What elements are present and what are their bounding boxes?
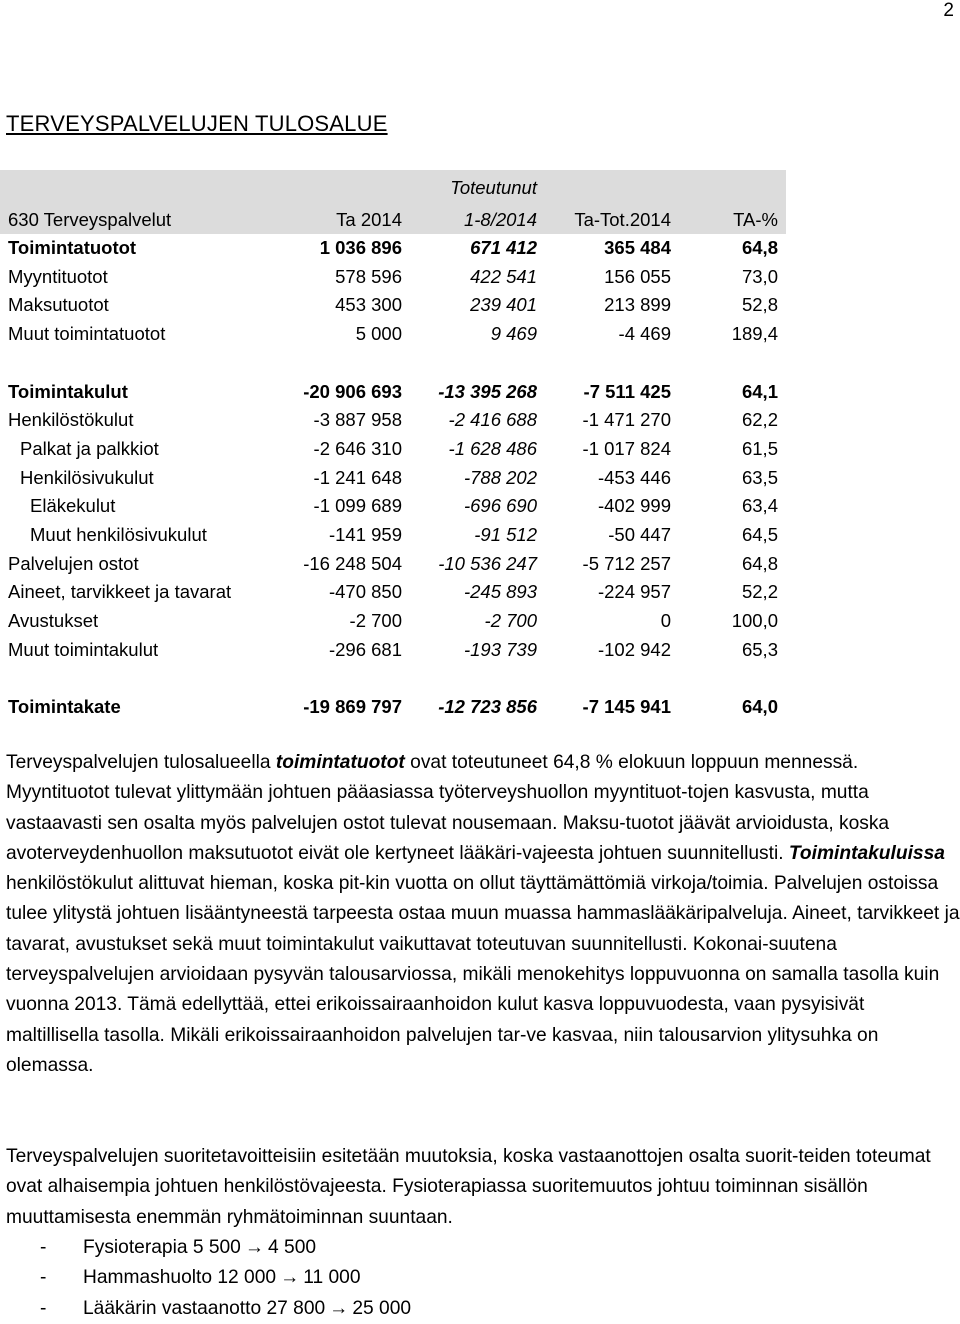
header-pct: TA-% [671, 206, 786, 234]
table-row: Toimintakulut -20 906 693 -13 395 268 -7 511 425 64,1 [8, 380, 778, 402]
list-item: - Fysioterapia 5 500 → 4 500 [40, 1233, 411, 1263]
target-list [40, 1233, 411, 1324]
table-row: Aineet, tarvikkeet ja tavarat -470 850 -245 893 -224 957 52,2 [8, 581, 778, 603]
table-row: Toimintatuotot 1 036 896 671 412 365 484 64,8 [8, 237, 778, 258]
header-label: 630 Terveyspalvelut [0, 206, 272, 234]
arrow-right-icon: → [329, 1297, 349, 1319]
table-row: Henkilöstökulut -3 887 958 -2 416 688 -1 471 270 62,2 [8, 409, 778, 431]
table-row: Maksutuotot 453 300 239 401 213 899 52,8 [8, 294, 778, 316]
table-row: Muut toimintatuotot 5 000 9 469 -4 469 189,4 [8, 323, 778, 345]
section-heading: TERVEYSPALVELUJEN TULOSALUE [6, 111, 388, 136]
table-header-row [0, 206, 786, 234]
analysis-paragraph: Terveyspalvelujen tulosalueella toimintatuotot ovat toteutuneet 64,8 % elokuun loppuun mennessä. Myyntituotot tulevat ylittymään johtuen pääasiassa työterveyshuollon myyntituot-tojen kasvusta, mutta vastaavasti sen osalta myös palvelujen ostot tulevat nousemaan. Maksu-tuotot jäävät arvioidusta, koska avoterveydenhuollon maksutuotot eivät ole kertyneet lääkäri-vajeesta johtuen suunnitellusti. Toimintakuluissa henkilöstökulut alittuvat hieman, koska pit-kin vuotta on ollut täyttämättömiä virkoja/toimia. Palvelujen ostoissa tulee ylitystä johtuen lisääntyneestä tarpeesta ostaa muun muassa hammaslääkäripalveluja. Aineet, tarvikkeet ja tavarat, avustukset sekä muut toimintakulut vaikuttavat toteutuvan suunnitellusti. Kokonai-suutena terveyspalvelujen arvioidaan pysyvän talousarviossa, mikäli menokehitys loppuvuonna on samalla tasolla kuin vuonna 2013. Tämä edellyttää, ettei erikoissairaanhoidon kulut kasva loppuvuodesta, vaan pysyisivät maltillisella tasolla. Mikäli erikoissairaanhoidon palvelujen tar-ve kasvaa, niin talousarvion ylitysuhka on olemassa. [6, 752, 960, 1076]
list-item: - Lääkärin vastaanotto 27 800 → 25 000 [40, 1294, 411, 1324]
table-row: Avustukset -2 700 -2 700 0 100,0 [8, 610, 778, 632]
table-spacer [0, 665, 786, 694]
header-diff: Ta-Tot.2014 [540, 206, 671, 234]
targets-paragraph: Terveyspalvelujen suoritetavoitteisiin esitetään muutoksia, koska vastaanottojen osalta suorit-teiden toteumat ovat alhaisempia johtuen henkilöstövajeesta. Fysioterapiassa suoritemuutos johtuu toiminnan sisällön muuttamisesta enemmän ryhmätoiminnan suuntaan. [6, 1146, 931, 1228]
table-total-row: Toimintakate -19 869 797 -12 723 856 -7 145 941 64,0 [8, 696, 778, 718]
table-row: Muut henkilösivukulut -141 959 -91 512 -50 447 64,5 [30, 524, 778, 546]
table-row: Palvelujen ostot -16 248 504 -10 536 247 -5 712 257 64,8 [8, 552, 778, 574]
arrow-right-icon: → [280, 1267, 300, 1289]
emphasis-toimintatuotot: toimintatuotot [275, 752, 405, 773]
header-period: 1-8/2014 [402, 206, 540, 234]
page-number: 2 [943, 0, 954, 21]
table-spacer [0, 349, 786, 378]
results-table [0, 170, 786, 722]
table-row: Palkat ja palkkiot -2 646 310 -1 628 486 -1 017 824 61,5 [20, 437, 778, 459]
header-toteutunut: Toteutunut [402, 170, 540, 206]
table-row: Eläkekulut -1 099 689 -696 690 -402 999 63,4 [30, 495, 778, 517]
table-row: Henkilösivukulut -1 241 648 -788 202 -453 446 63,5 [20, 466, 778, 488]
table-row: Muut toimintakulut -296 681 -193 739 -102 942 65,3 [8, 638, 778, 660]
table-header-row-top [0, 170, 786, 206]
emphasis-toimintakuluissa: Toimintakuluissa [788, 842, 945, 864]
header-ta: Ta 2014 [272, 206, 402, 234]
arrow-right-icon: → [244, 1237, 265, 1258]
table-row: Myyntituotot 578 596 422 541 156 055 73,0 [8, 265, 778, 287]
list-item: - Hammashuolto 12 000 → 11 000 [40, 1263, 411, 1293]
